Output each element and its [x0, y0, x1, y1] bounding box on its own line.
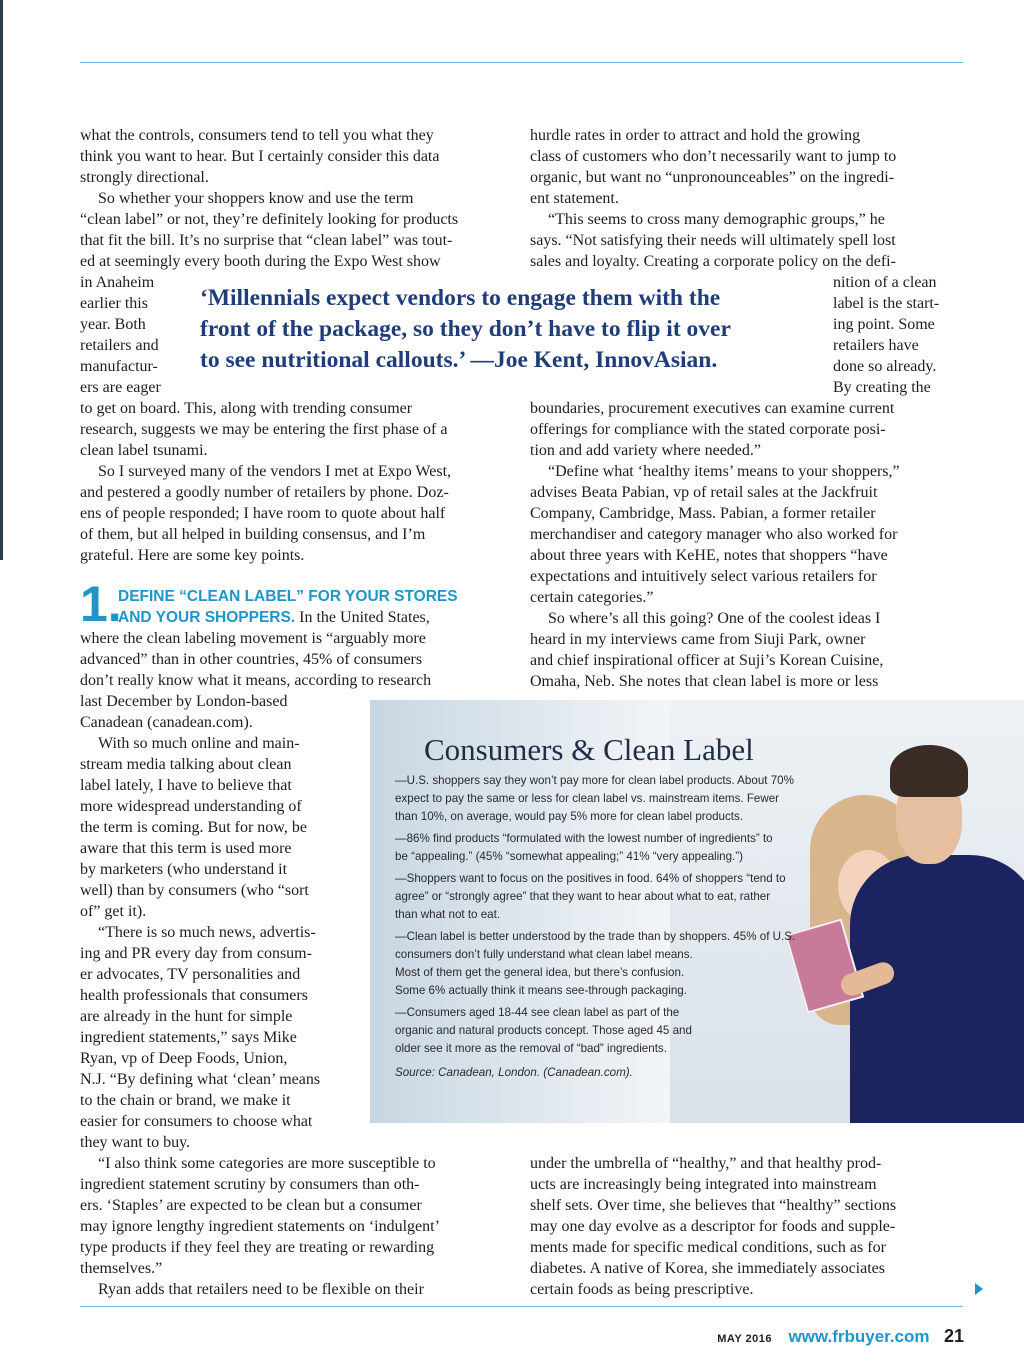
sidebar-item [395, 928, 815, 1000]
text-line: Ryan, vp of Deep Foods, Union, [80, 1050, 288, 1067]
text-line: advises Beata Pabian, vp of retail sales at the Jackfruit [530, 484, 878, 501]
text-line: last December by London-based [80, 693, 288, 710]
section-number: 1. [80, 576, 122, 632]
text-line: well) than by consumers (who “sort [80, 882, 309, 899]
sidebar-item [395, 830, 815, 866]
text-line: expectations and intuitively select various retailers for [530, 568, 877, 585]
text-line: With so much online and main- [98, 735, 300, 752]
text-line: manufactur- [80, 358, 158, 375]
text-line: “This seems to cross many demographic groups,” he [548, 211, 885, 228]
section-heading-line1: DEFINE “CLEAN LABEL” FOR YOUR STORES [118, 588, 458, 605]
text-line: that fit the bill. It’s no surprise that “clean label” was tout- [80, 232, 453, 249]
section-heading-line2: AND YOUR SHOPPERS. [118, 609, 296, 626]
text-line: ent statement. [530, 190, 619, 207]
text-line: Some 6% actually think it means see-through packaging. [395, 984, 687, 997]
text-line: stream media talking about clean [80, 756, 292, 773]
text-line: agree” or “strongly agree” that they want to hear about what to eat, rather [395, 890, 771, 903]
text-line: organic and natural products concept. Those aged 45 and [395, 1024, 692, 1037]
text-line: er advocates, TV personalities and [80, 966, 301, 983]
text-line: label lately, I have to believe that [80, 777, 292, 794]
text-line: and chief inspirational officer at Suji’s Korean Cuisine, [530, 652, 884, 669]
column-right-lower [530, 1153, 965, 1300]
text-line: label is the start- [833, 295, 940, 312]
text-line: certain categories.” [530, 589, 654, 606]
man-figure [850, 855, 1024, 1123]
text-line: advanced” than in other countries, 45% of consumers [80, 651, 423, 668]
text-line: to the chain or brand, we make it [80, 1092, 291, 1109]
text-line: So whether your shoppers know and use the term [98, 190, 414, 207]
page-number: 21 [943, 1326, 964, 1346]
text-line: By creating the [833, 379, 931, 396]
pull-quote-line: to see nutritional callouts.’ —Joe Kent, InnovAsian. [200, 347, 718, 373]
text-line: don’t really know what it means, according to research [80, 672, 432, 689]
text-line: certain foods as being prescriptive. [530, 1281, 754, 1298]
text-line: —Consumers aged 18-44 see clean label as part of the [395, 1006, 680, 1019]
text-line: ucts are increasingly being integrated into mainstream [530, 1176, 877, 1193]
text-line: diabetes. A native of Korea, she immediately associates [530, 1260, 885, 1277]
text-line: boundaries, procurement executives can examine current [530, 400, 895, 417]
text-line: “There is so much news, advertis- [98, 924, 316, 941]
text-line: “I also think some categories are more susceptible to [98, 1155, 436, 1172]
text-line: and pestered a goodly number of retailers by phone. Doz- [80, 484, 449, 501]
page-footer [717, 1326, 964, 1347]
text-line: ments made for specific medical conditions, such as for [530, 1239, 886, 1256]
text-line: Most of them get the general idea, but there’s confusion. [395, 966, 685, 979]
sidebar-title: Consumers & Clean Label [424, 732, 754, 767]
text-line: expect to pay the same or less for clean label vs. mainstream items. Fewer [395, 792, 780, 805]
text-line: ens of people responded; I have room to quote about half [80, 505, 446, 522]
top-rule [80, 62, 963, 63]
text-line: of” get it). [80, 903, 147, 920]
text-line: ingredient statements,” says Mike [80, 1029, 297, 1046]
text-line: offerings for compliance with the stated corporate posi- [530, 421, 886, 438]
text-line: of them, but all helped in building consensus, and I’m [80, 526, 426, 543]
text-line: consumers don’t fully understand what clean label means. [395, 948, 693, 961]
text-line: easier for consumers to choose what [80, 1113, 313, 1130]
text-line: heard in my interviews came from Siuji Park, owner [530, 631, 866, 648]
sidebar-item [395, 772, 815, 826]
text-line: So I surveyed many of the vendors I met at Expo West, [98, 463, 452, 480]
text-line: “Define what ‘healthy items’ means to your shoppers,” [548, 463, 900, 480]
text-line: than what not to eat. [395, 908, 501, 921]
col1-paragraph-8 [80, 1279, 505, 1300]
text-line: grateful. Here are some key points. [80, 547, 305, 564]
pull-quote [200, 283, 830, 376]
text-line: nition of a clean [833, 274, 937, 291]
sidebar-item [395, 870, 815, 924]
text-line: ing and PR every day from consum- [80, 945, 312, 962]
section-1 [80, 576, 505, 632]
sidebar-source: Source: Canadean, London. (Canadean.com). [395, 1066, 633, 1079]
col2-paragraph-5 [530, 1153, 965, 1300]
text-line: ers are eager [80, 379, 161, 396]
text-line: Company, Cambridge, Mass. Pabian, a former retailer [530, 505, 876, 522]
text-line: merchandiser and category manager who also worked for [530, 526, 898, 543]
text-line: organic, but want no “unpronounceables” on the ingredi- [530, 169, 895, 186]
text-line: hurdle rates in order to attract and hold the growing [530, 127, 861, 144]
text-line: to get on board. This, along with trending consumer [80, 400, 413, 417]
text-line: clean label tsunami. [80, 442, 208, 459]
text-line: —U.S. shoppers say they won’t pay more for clean label products. About 70% [395, 774, 794, 787]
continue-arrow-icon [975, 1283, 983, 1295]
footer-url: www.frbuyer.com [788, 1327, 930, 1346]
text-line: —Clean label is better understood by the trade than by shoppers. 45% of U.S. [395, 930, 796, 943]
col2-paragraph-4 [530, 608, 965, 692]
text-line: N.J. “By defining what ‘clean’ means [80, 1071, 321, 1088]
text-line: earlier this [80, 295, 148, 312]
pull-quote-line: front of the package, so they don’t have to flip it over [200, 316, 731, 342]
text-line: ed at seemingly every booth during the Expo West show [80, 253, 441, 270]
text-line: than 10%, on average, would pay 5% more for clean label products. [395, 810, 744, 823]
col1-paragraph-1 [80, 125, 505, 188]
text-line: under the umbrella of “healthy,” and that healthy prod- [530, 1155, 882, 1172]
text-line: shelf sets. Over time, she believes that “healthy” sections [530, 1197, 897, 1214]
col2-paragraph-3 [530, 461, 965, 608]
sidebar-items [395, 772, 815, 1086]
col2-paragraph-1 [530, 125, 965, 209]
text-line: by marketers (who understand it [80, 861, 288, 878]
text-line: type products if they feel they are treating or rewarding [80, 1239, 435, 1256]
text-line: strongly directional. [80, 169, 209, 186]
text-line: Canadean (canadean.com). [80, 714, 253, 731]
text-line: what the controls, consumers tend to tell you what they [80, 127, 434, 144]
text-line: are already in the hunt for simple [80, 1008, 293, 1025]
text-line: ingredient statement scrutiny by consumers than oth- [80, 1176, 420, 1193]
text-line: Omaha, Neb. She notes that clean label is more or less [530, 673, 879, 690]
col1-paragraph-3 [80, 461, 505, 566]
left-edge-strip [0, 0, 3, 560]
text-line: ing point. Some [833, 316, 935, 333]
text-line: class of customers who don’t necessarily want to jump to [530, 148, 897, 165]
text-line: in Anaheim [80, 274, 155, 291]
sidebar-photo [370, 700, 1024, 1123]
text-line: aware that this term is used more [80, 840, 292, 857]
text-line: says. “Not satisfying their needs will ultimately spell lost [530, 232, 896, 249]
text-line: tion and add variety where needed.” [530, 442, 762, 459]
text-line: where the clean labeling movement is “arguably more [80, 630, 426, 647]
text-line: “clean label” or not, they’re definitely looking for products [80, 211, 459, 228]
sidebar-item [395, 1004, 815, 1058]
text-line: themselves.” [80, 1260, 163, 1277]
text-line: older see it more as the removal of “bad” ingredients. [395, 1042, 667, 1055]
column-right-upper [530, 125, 965, 692]
text-line: about three years with KeHE, notes that shoppers “have [530, 547, 888, 564]
text-line: be “appealing.” (45% “somewhat appealing;” 41% “very appealing.”) [395, 850, 744, 863]
bottom-rule [80, 1306, 963, 1307]
text-line: retailers and [80, 337, 159, 354]
text-line: may one day evolve as a descriptor for foods and supple- [530, 1218, 896, 1235]
text-line: retailers have [833, 337, 919, 354]
text-line: sales and loyalty. Creating a corporate policy on the defi- [530, 253, 896, 270]
text-line: the term is coming. But for now, be [80, 819, 307, 836]
text-line: may ignore lengthy ingredient statements on ‘indulgent’ [80, 1218, 440, 1235]
pull-quote-line: ‘Millennials expect vendors to engage them with the [200, 285, 721, 311]
text-line: done so already. [833, 358, 937, 375]
sidebar-box [370, 700, 818, 1123]
text-line: more widespread understanding of [80, 798, 302, 815]
text-line: ers. ‘Staples’ are expected to be clean but a consumer [80, 1197, 422, 1214]
text-line: health professionals that consumers [80, 987, 308, 1004]
footer-date: MAY 2016 [717, 1333, 772, 1345]
col1-paragraph-7 [80, 1153, 505, 1279]
text-line: they want to buy. [80, 1134, 191, 1151]
text-line: —86% find products “formulated with the lowest number of ingredients” to [395, 832, 773, 845]
text-line: year. Both [80, 316, 146, 333]
section-lead-in: In the United States, [295, 609, 430, 626]
text-line: think you want to hear. But I certainly consider this data [80, 148, 440, 165]
text-line: So where’s all this going? One of the coolest ideas I [548, 610, 881, 627]
text-line: Ryan adds that retailers need to be flexible on their [98, 1281, 424, 1298]
text-line: —Shoppers want to focus on the positives in food. 64% of shoppers “tend to [395, 872, 786, 885]
text-line: research, suggests we may be entering the first phase of a [80, 421, 448, 438]
